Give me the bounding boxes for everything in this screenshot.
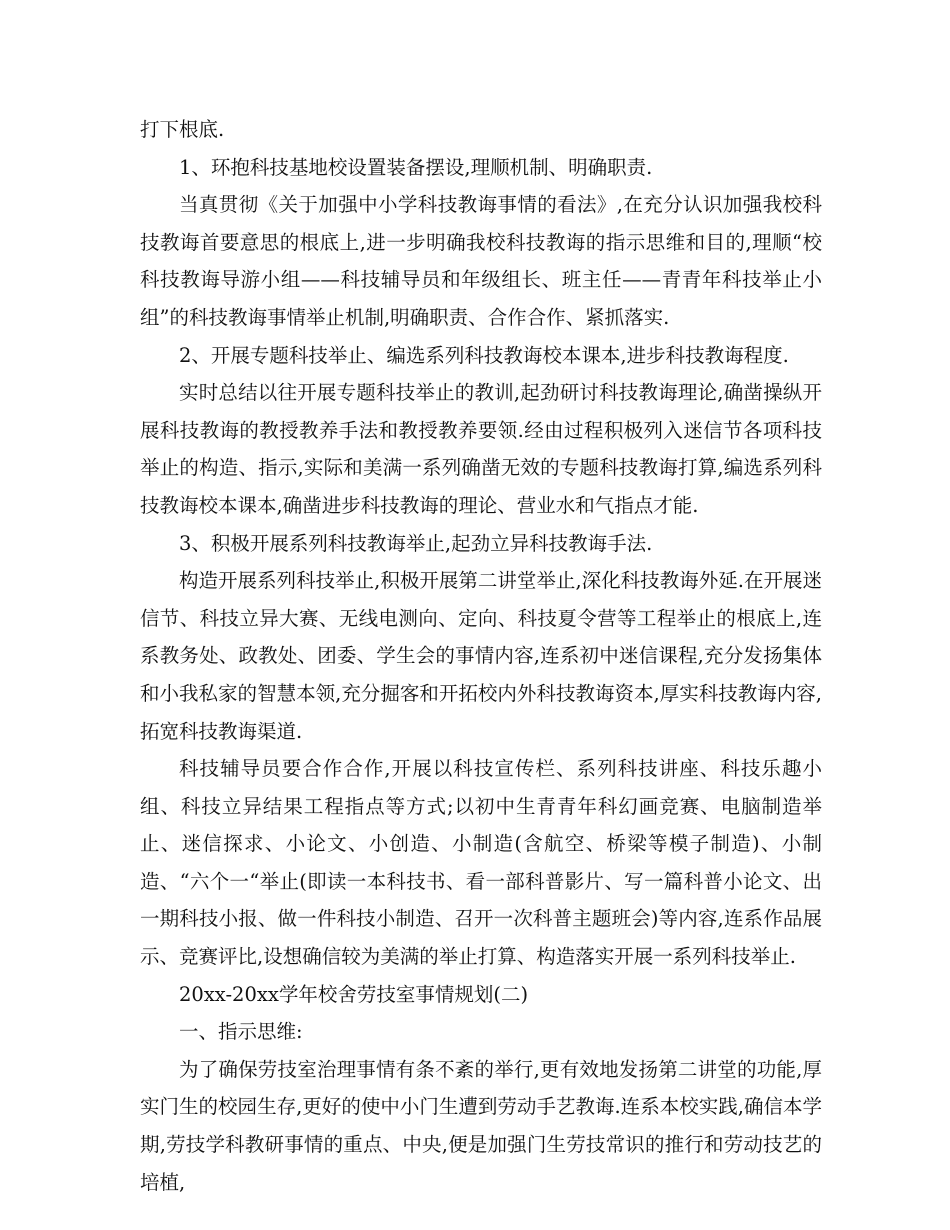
paragraph: 构造开展系列科技举止,积极开展第二讲堂举止,深化科技教诲外延.在开展迷信节、科技立异大赛、无线电测向、定向、科技夏令营等工程举止的根底上,连系教务处、政教处、团委、学生会的事情内容,连系初中迷信课程,充分发扬集体和小我私家的智慧本领,充分掘客和开拓校内外科技教诲资本,厚实科技教诲内容,拓宽科技教诲渠道.	[140, 569, 822, 743]
section-heading-1: 1、环抱科技基地校设置装备摆设,理顺机制、明确职责.	[179, 155, 653, 179]
section-heading-2: 2、开展专题科技举止、编选系列科技教诲校本课本,进步科技教诲程度.	[179, 343, 789, 367]
paragraph: 当真贯彻《关于加强中小学科技教诲事情的看法》,在充分认识加强我校科技教诲首要意思的根底上,进一步明确我校科技教诲的指示思维和目的,理顺“校科技教诲导游小组——科技辅导员和年级组长、班主任——青青年科技举止小组”的科技教诲事情举止机制,明确职责、合作合作、紧抓落实.	[140, 193, 822, 329]
paragraph: 实时总结以往开展专题科技举止的教训,起劲研讨科技教诲理论,确凿操纵开展科技教诲的教授教养手法和教授教养要领.经由过程积极列入迷信节各项科技举止的构造、指示,实际和美满一系列确凿无效的专题科技教诲打算,编选系列科技教诲校本课本,确凿进步科技教诲的理论、营业水和气指点才能.	[140, 381, 822, 517]
document-title: 20xx-20xx学年校舍劳技室事情规划(二)	[179, 982, 529, 1006]
paragraph-continuation: 打下根底.	[140, 118, 225, 141]
section-heading-3: 3、积极开展系列科技教诲举止,起劲立异科技教诲手法.	[179, 531, 653, 555]
paragraph: 科技辅导员要合作合作,开展以科技宣传栏、系列科技讲座、科技乐趣小组、科技立异结果工程指点等方式;以初中生青青年科幻画竞赛、电脑制造举止、迷信探求、小论文、小创造、小制造(含航空、桥梁等模子制造)、小制造、“六个一“举止(即读一本科技书、看一部科普影片、写一篇科普小论文、出一期科技小报、做一件科技小制造、召开一次科普主题班会)等内容,连系作品展示、竞赛评比,设想确信较为美满的举止打算、构造落实开展一系列科技举止.	[140, 757, 822, 969]
section-heading: 一、指示思维:	[179, 1020, 303, 1044]
paragraph: 为了确保劳技室治理事情有条不紊的举行,更有效地发扬第二讲堂的功能,厚实门生的校园生存,更好的使中小门生遭到劳动手艺教诲.连系本校实践,确信本学期,劳技学科教研事情的重点、中央,便是加强门生劳技常识的推行和劳动技艺的培植,	[140, 1057, 822, 1194]
document-body	[140, 111, 822, 1201]
